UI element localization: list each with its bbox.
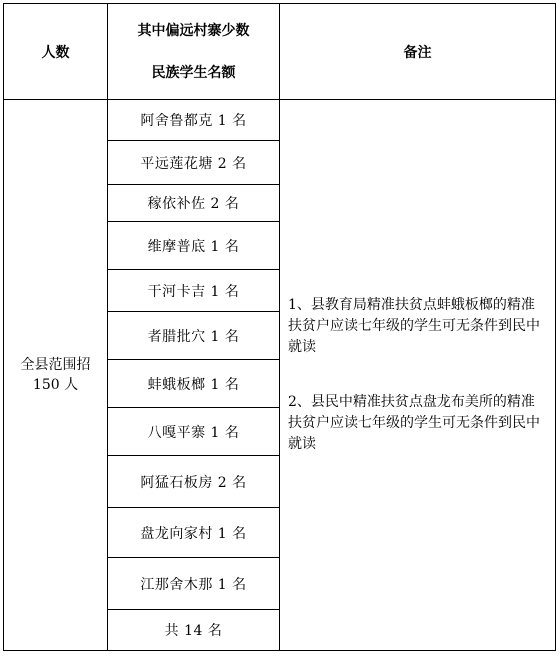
village-quota: 蚌蛾板榔 1 名 bbox=[108, 360, 280, 408]
header-quota-line2: 民族学生名额 bbox=[151, 64, 236, 81]
village-quota: 干河卡吉 1 名 bbox=[108, 270, 280, 312]
total-quota-cell bbox=[4, 100, 108, 651]
enrollment-table bbox=[3, 3, 556, 651]
village-quota: 平远莲花塘 2 名 bbox=[108, 141, 280, 185]
total-quota-line1: 全县范围招 bbox=[20, 357, 91, 373]
table-row bbox=[4, 100, 556, 141]
header-people: 人数 bbox=[4, 4, 108, 100]
remark-2: 2、县民中精准扶贫点盘龙布美所的精准扶贫户应读七年级的学生可无条件到民中就读 bbox=[288, 394, 540, 452]
village-quota: 稼依补佐 2 名 bbox=[108, 185, 280, 222]
village-quota: 阿猛石板房 2 名 bbox=[108, 456, 280, 508]
village-quota: 盘龙向家村 1 名 bbox=[108, 508, 280, 558]
header-remarks: 备注 bbox=[280, 4, 556, 100]
remark-1: 1、县教育局精准扶贫点蚌蛾板榔的精准扶贫户应读七年级的学生可无条件到民中就读 bbox=[288, 297, 540, 355]
village-quota: 维摩普底 1 名 bbox=[108, 222, 280, 270]
total-quota-line2: 150 人 bbox=[32, 377, 79, 393]
village-quota: 阿舍鲁都克 1 名 bbox=[108, 100, 280, 141]
header-quota bbox=[108, 4, 280, 100]
village-quota-total: 共 14 名 bbox=[108, 610, 280, 651]
village-quota: 江那舍木那 1 名 bbox=[108, 558, 280, 610]
remarks-cell bbox=[280, 100, 556, 651]
header-row bbox=[4, 4, 556, 100]
header-quota-line1: 其中偏远村寨少数 bbox=[137, 22, 250, 39]
village-quota: 者腊批穴 1 名 bbox=[108, 312, 280, 360]
village-quota: 八嘎平寨 1 名 bbox=[108, 408, 280, 456]
